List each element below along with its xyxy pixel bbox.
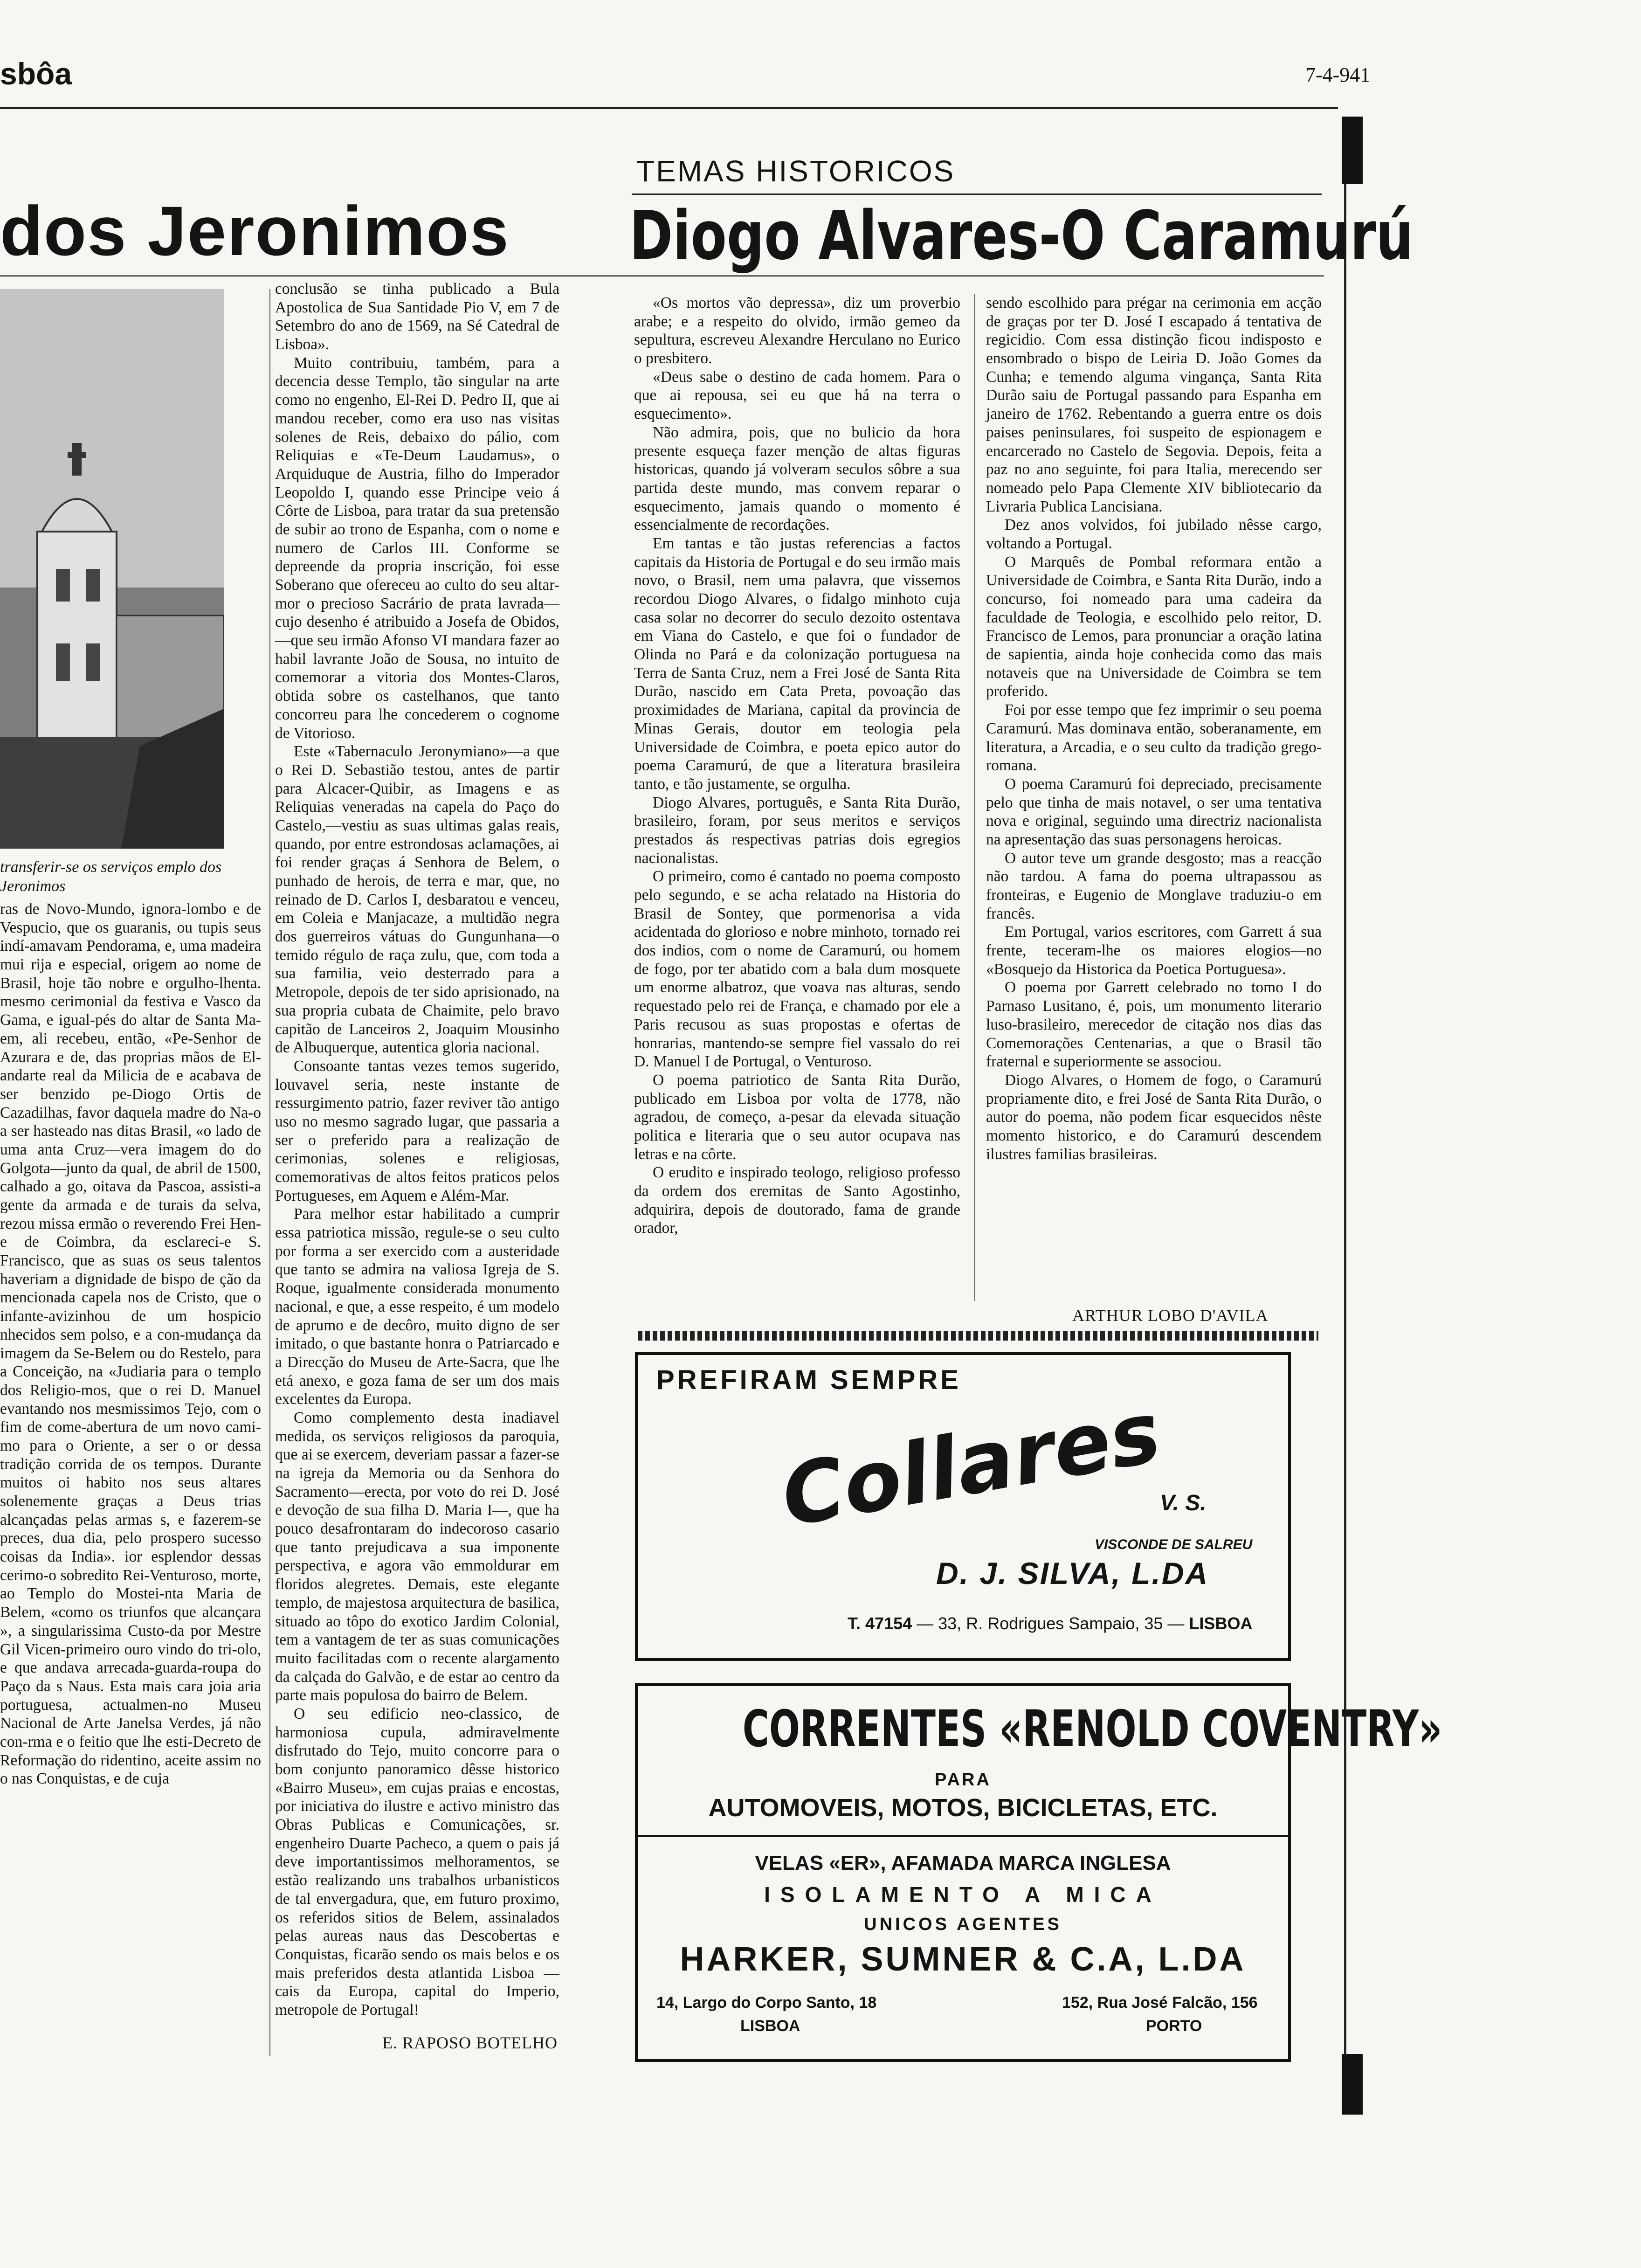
paragraph: Foi por esse tempo que fez imprimir o seu poema Caramurú. Mas dominava então, soberanamente, em literatura, a Arcadia, e o seu culto da tradição grego-romana. — [986, 701, 1322, 774]
left-article-column-1: ras de Novo-Mundo, ignora-lombo e de Vespucio, que os guaranis, ou tupis seus indí-amavam Pendorama, e, uma madeira mui rija e especial, origem ao nome de Brasil, hoje tão nobre e orgulho-lhenta. mesmo cerimonial da festiva e Vasco da Gama, e igual-pés do altar de Santa Ma-em, ali recebeu, então, «Pe-Senhor de Azurara e de, das proprias mãos de El-andarte real da Milicia de e acabava de ser benzido pe-Diogo Ortis de Cazadilhas, favor daquela madre do Na-o a ser hasteado nas ditas Brasil, «o lado de uma anta Cruz—vera imagem do do Golgota—junto da qual, de abril de 1500, calhado a go, oitava da Pascoa, assisti-a gente da armada e de turais da selva, rezou missa ermão o reverendo Frei Hen-e de Coimbra, da esclareci-e S. Francisco, que as suas os seus talentos haveriam a dignidade de bispo de ção da mencionada capela nos de Cristo, que o infante-avizinhou de um hospicio nhecidos sem polso, e a con-mudança da imagem da Se-Belem ou do Restelo, para a Conceição, na «Judiaria para o templo dos Religio-mos, que o rei D. Manuel evantando nos mesmissimos Tejo, com o fim de come-abertura de um novo cami-mo para o Oriente, a ser o or dessa tradição corrida de os tempos. Durante muitos oi habito nos seus altares solenemente graças a Deus trias alcançadas pelas armas s, e fazerem-se preces, dua dia, pelo prospero sucesso coisas da India». ior esplendor dessas cerimo-o sobredito Rei-Venturoso, morte, ao Templo do Mostei-nta Maria de Belem, «como os triunfos que alcançara », a singularissima Custo-da por Mestre Gil Vicen-primeiro ouro vindo do tri-olo, e que andava arrecada-guarda-roupa do Paço da s Naus. Esta mais cara joia aria portuguesa, actualmen-no Museu Nacional de Arte Janelsa Verdes, já não con-rma e o feitio que lhe esti-Decreto de Reformação do ridentino, aceite assim no o nas Conquistas, e de cuja — [0, 900, 261, 1788]
paragraph: Para melhor estar habilitado a cumprir essa patriotica missão, regule-se o seu culto por forma a ser exercido com a austeridade que tanto se admira na valiosa Igreja de S. Roque, igualmente considerada monumento nacional, e que, a esse respeito, é um modelo de aprumo e de decôro, muito digno de ser imitado, o que bastante honra o Patriarcado e a Direcção do Museu de Arte-Sacra, que lhe etá anexo, e goza fama de ser um dos mais excelentes da Europa. — [275, 1205, 559, 1408]
church-photo — [0, 289, 224, 849]
ad-initials: V. S. — [1160, 1491, 1207, 1515]
column-divider — [974, 294, 975, 1301]
paragraph: O primeiro, como é cantado no poema composto pelo segundo, e se acha relatado na Historia do Brasil de Sontey, que pormenorisa a vida acidentada do glorioso e nobre minhoto, tornado rei dos indios, com o nome de Caramurú, ou homem de fogo, por ter abatido com a bala dum mosquete um enorme albatroz, que voava nas alturas, sendo requestado pelo rei de França, e chamado por ele a Paris recusou as suas propostas e ofertas de honrarias, mantendo-se sempre fiel vassalo do rei D. Manuel I de Portugal, o Venturoso. — [634, 868, 960, 1071]
collares-advertisement — [635, 1352, 1291, 1661]
paragraph: O autor teve um grande desgosto; mas a reacção não tardou. A fama do poema ultrapassou as fronteiras, e Eugenio de Monglave traduziu-o em francês. — [986, 849, 1322, 922]
ad-tagline: PREFIRAM SEMPRE — [656, 1365, 961, 1395]
paragraph: O seu edificio neo-classico, de harmoniosa cupula, admiravelmente disfrutado do Tejo, muito concorre para o bom conjunto panoramico dêsse historico «Bairro Museu», em cujas praias e encostas, por iniciativa do ilustre e activo ministro das Obras Publicas e Comunicações, sr. engenheiro Duarte Pacheco, a quem o pais já deve importantissimos melhoramentos, se estão realizando uns trabalhos urbanisticos de tal envergadura, que, em futuro proximo, os referidos sitios de Belem, assinalados pelas aureas naus das Descobertas e Conquistas, ficarão sendo os mais belos e os mais preferidos desta atlantida Lisboa — cais da Europa, capital do Imperio, metropole de Portugal! — [275, 1705, 559, 2019]
paragraph: Não admira, pois, que no bulicio da hora presente esqueça fazer menção de altas figuras historicas, quando já volveram seculos sôbre a sua partida deste mundo, mas convem reparar o esquecimento, jamais quando o momento é essencialmente de recordações. — [634, 423, 960, 534]
ad-city-porto: PORTO — [1146, 2017, 1202, 2035]
paragraph: sendo escolhido para prégar na cerimonia em acção de graças por ter D. José I escapado á tentativa de regicidio. Com essa distinção ficou indisposto e ensombrado o bispo de Leiria D. João Gomes da Cunha; e temendo alguma vingança, Santa Rita Durão saiu de Portugal passando para Espanha em janeiro de 1762. Rebentando a guerra entre os dois paises peninsulares, foi suspeito de espionagem e encarcerado no Castelo de Segovia. Depois, feita a paz no ano seguinte, foi para Italia, merecendo ser nomeado pelo Papa Clemente XIV bibliotecario da Livraria Publica Lancisiana. — [986, 294, 1322, 515]
margin-block-top — [1342, 117, 1363, 184]
paragraph: O poema por Garrett celebrado no tomo I do Parnaso Lusitano, é, pois, um monumento literario luso-brasileiro, merecedor de citação nos dias das Comemorações Centenarias, a que o Brasil tão fraternal e superiormente se associou. — [986, 979, 1322, 1071]
right-article-author: ARTHUR LOBO D'AVILA — [1072, 1306, 1269, 1325]
issue-date: 7-4-941 — [1305, 63, 1371, 86]
paragraph: O poema Caramurú foi depreciado, precisamente pelo que tinha de mais notavel, o ser uma tentativa nova e original, seguindo uma directriz nacionalista na apresentação das suas personagens heroicas. — [986, 775, 1322, 848]
paragraph: «Os mortos vão depressa», diz um proverbio arabe; e a respeito do olvido, irmão gemeo da sepultura, escreveu Alexandre Herculano no Eurico o presbitero. — [634, 294, 960, 367]
paragraph: Este «Tabernaculo Jeronymiano»—a que o Rei D. Sebastião testou, antes de partir para Alcacer-Quibir, as Imagens e as Reliquias veneradas na capela do Paço do Castelo,—vestiu as suas ultimas galas reais, quando, por entre estrondosas aclamações, ai foi render graças á Senhora de Belem, o punhado de herois, de terra e mar, que, no reinado de D. Carlos I, desbaratou e venceu, em Coleia e Manjacaze, a multidão negra dos guerreiros vátuas do Gungunhana—o temido régulo de raça zulu, que, com toda a sua familia, veio desterrado para a Metropole, depois de ter sido aprisionado, na sua propria cubata de Chaimite, pelo bravo capitão de Lanceiros 2, Joaquim Mousinho de Albuquerque, autentica gloria nacional. — [275, 743, 559, 1057]
ad-brand-logo: Collares — [774, 1383, 1168, 1546]
kicker-rule — [632, 194, 1322, 195]
church-illustration — [0, 289, 224, 849]
paragraph: Diogo Alvares, o Homem de fogo, o Caramurú propriamente dito, e frei José de Santa Rita Durão, o autor do poema, não podem ficar esquecidos nêste momento historico, e do Caramurú descendem ilustres familias brasileiras. — [986, 1071, 1322, 1163]
left-article-headline: dos Jeronimos — [0, 196, 510, 266]
ad-product: CORRENTES «RENOLD COVENTRY» — [742, 1700, 1442, 1758]
top-rule — [0, 107, 1338, 109]
ad-address: — 33, R. Rodrigues Sampaio, 35 — — [917, 1614, 1185, 1633]
ad-city-lisboa: LISBOA — [740, 2017, 800, 2035]
paragraph: Como complemento desta inadiavel medida, os serviços religiosos da paroquia, que ai se exercem, deveriam passar a fazer-se na igreja da Memoria ou da Senhora do Sacramento—erecta, por voto do rei D. José e devoção de sua filha D. Maria I—, que ha pouco desafrontaram do indecoroso casario que tanto prejudicava a sua imponente perspectiva, e agora vão emmoldurar em floridos alegretes. Demais, este elegante templo, de majestosa arquitectura de basilica, situado ao tôpo do exotico Jardim Colonial, tem a vantagem de ter as suas comunicações muito facilitadas com o recente alargamento da calçada do Galvão, e de estar ao centro da parte mais populosa do bairro de Belem. — [275, 1409, 559, 1704]
ad-velas: VELAS «ER», AFAMADA MARCA INGLESA — [755, 1852, 1171, 1874]
ad-agent-name: HARKER, SUMNER & C.A, L.DA — [680, 1941, 1246, 1978]
ad-city: LISBOA — [1189, 1614, 1253, 1633]
right-article-column-2 — [986, 294, 1322, 1163]
paragraph: conclusão se tinha publicado a Bula Apostolica de Sua Santidade Pio V, em 7 de Setembro do ano de 1569, na Sé Catedral de Lisboa». — [275, 280, 559, 353]
ad-telephone: T. 47154 — [848, 1614, 912, 1633]
paragraph: Em tantas e tão justas referencias a factos capitais da Historia de Portugal e do seu irmão mais novo, o Brasil, nem uma palavra, que vissemos recordou Diogo Alvares, o fidalgo minhoto cuja casa solar no decorrer do seculo dezoito ostentava em Viana do Castelo, e que foi o fundador de Olinda no Pará e da colonização portuguesa na Terra de Santa Cruz, nem a Frei José de Santa Rita Durão, nascido em Cata Preta, povoação das proximidades de Mariana, capital da provincia de Minas Gerais, doutor em teologia pela Universidade de Coimbra, e poeta epico autor do poema Caramurú, de que a literatura brasileira tanto, e tão justamente, se orgulha. — [634, 534, 960, 793]
ad-isolamento: ISOLAMENTO A MICA — [764, 1882, 1162, 1907]
paragraph: O Marquês de Pombal reformara então a Universidade de Coimbra, e Santa Rita Durão, indo a concurso, foi nomeado para uma cadeira da faculdade de Teologia, e escolhido pelo reitor, D. Francisco de Lemos, para pronunciar a oração latina de sapientia, ainda hoje conhecida como das mais notaveis que na Universidade de Coimbra se tem proferido. — [986, 553, 1322, 700]
ad-subtitle: VISCONDE DE SALREU — [1095, 1537, 1253, 1552]
paragraph: O poema patriotico de Santa Rita Durão, publicado em Lisboa por volta de 1778, não agradou, de começo, a-pesar da elevada situação politica e literaria que o seu autor ocupava nas letras e na côrte. — [634, 1071, 960, 1163]
ad-divider — [638, 1835, 1288, 1837]
paragraph: Diogo Alvares, português, e Santa Rita Durão, brasileiro, foram, por seus meritos e serviços prestados ás respectivas patrias dois egregios nacionalistas. — [634, 794, 960, 867]
ad-contact — [848, 1614, 1252, 1633]
ad-address-lisboa: 14, Largo do Corpo Santo, 18 — [656, 1994, 877, 2012]
photo-caption: transferir-se os serviços emplo dos Jeronimos — [0, 858, 222, 895]
left-article-column-2 — [275, 280, 559, 2019]
right-article-column-1 — [634, 294, 960, 1238]
ad-company: D. J. SILVA, L.DA — [936, 1556, 1209, 1590]
ad-agents-label: UNICOS AGENTES — [864, 1915, 1062, 1934]
renold-advertisement — [635, 1683, 1442, 2062]
right-margin-rule — [1344, 184, 1346, 2054]
paragraph: Muito contribuiu, também, para a decencia desse Templo, tão singular na arte como no engenho, El-Rei D. Pedro II, que ai mandou receber, como era uso nas visitas solenes de Reis, debaixo do pálio, com Reliquias e «Te-Deum Laudamus», o Arquiduque de Austria, filho do Imperador Leopoldo I, quando esse Principe veio á Côrte de Lisboa, para tratar da sua pretensão de subir ao trono de Espanha, com o nome e numero de Carlos III. Conforme se depreende da propria inscrição, foi esse Soberano que ofereceu ao culto do seu altar-mor o precioso Sacrário de prata lavrada—cujo desenho é atribuido a Josefa de Obidos, —que seu irmão Afonso VI mandara fazer ao habil lavrante João de Sousa, no intuito de comemorar a vitoria dos Montes-Claros, obtida sobre os castelhanos, que tanto concorreu para lhe concederem o cognome de Vitorioso. — [275, 354, 559, 742]
ad-para: PARA — [935, 1770, 991, 1790]
paragraph: Dez anos volvidos, foi jubilado nêsse cargo, voltando a Portugal. — [986, 516, 1322, 552]
ad-uses: AUTOMOVEIS, MOTOS, BICICLETAS, ETC. — [708, 1794, 1218, 1822]
column-divider — [269, 289, 270, 2056]
left-article-author: E. RAPOSO BOTELHO — [382, 2033, 558, 2052]
paragraph: O erudito e inspirado teologo, religioso professo da ordem dos eremitas de Santo Agostinho, adquirira, depois de doutorado, fama de grande orador, — [634, 1164, 960, 1237]
ad-address-porto: 152, Rua José Falcão, 156 — [1062, 1994, 1258, 2012]
margin-block-bottom — [1342, 2054, 1363, 2115]
newspaper-name: sbôa — [0, 56, 72, 91]
paragraph: Consoante tantas vezes temos sugerido, louvavel seria, neste instante de ressurgimento patrio, fazer reviver tão antigo uso no mesmo sagrado lugar, que passaria a ser o preferido para a realização de cerimonias, solenes e religiosas, comemorativas de altos feitos praticos pelos Portugueses, em Aquem e Além-Mar. — [275, 1057, 559, 1204]
paragraph: Em Portugal, varios escritores, com Garrett á sua frente, teceram-lhe os maiores elogios—no «Bosquejo da Historica da Poetica Portuguesa». — [986, 923, 1322, 978]
chain-border — [638, 1331, 1318, 1341]
headline-rule — [0, 275, 1324, 277]
right-article-headline: Diogo Alvares-O Caramurú — [629, 196, 1413, 275]
section-kicker: TEMAS HISTORICOS — [636, 154, 955, 188]
paragraph: «Deus sabe o destino de cada homem. Para o que ai repousa, sei eu que há na terra o esquecimento». — [634, 368, 960, 423]
